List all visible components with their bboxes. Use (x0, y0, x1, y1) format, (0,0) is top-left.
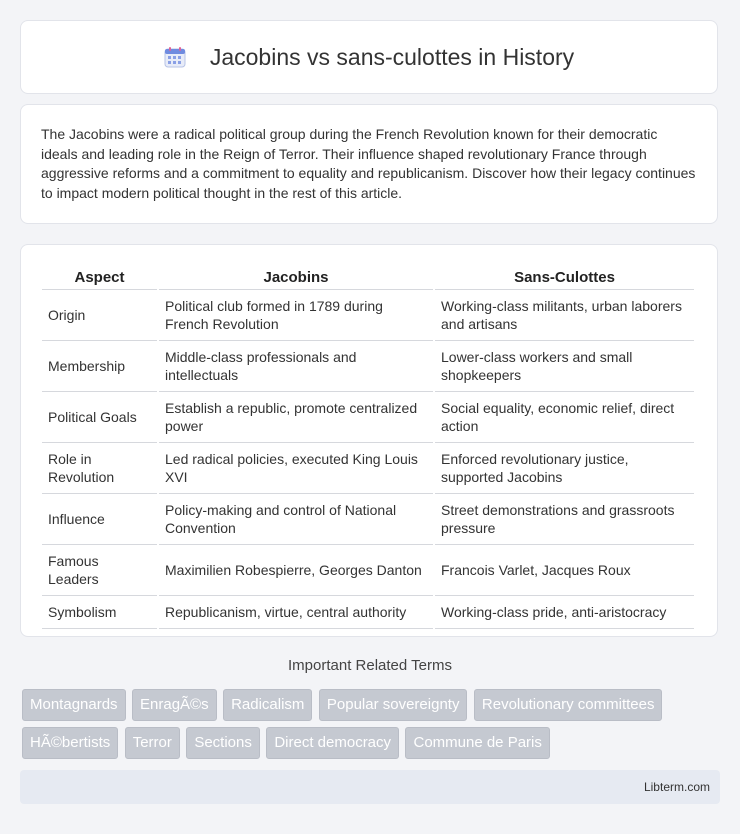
term-tag[interactable]: EnragÃ©s (132, 689, 217, 721)
column-header: Jacobins (159, 265, 433, 290)
table-cell: Influence (42, 494, 157, 545)
term-tag[interactable]: HÃ©bertists (22, 727, 118, 759)
term-tag[interactable]: Montagnards (22, 689, 126, 721)
column-header: Aspect (42, 265, 157, 290)
page-title: Jacobins vs sans-culottes in History (209, 43, 575, 70)
term-tag[interactable]: Radicalism (223, 689, 312, 721)
table-cell: Establish a republic, promote centralized power (159, 392, 433, 443)
table-cell: Lower-class workers and small shopkeepers (435, 341, 694, 392)
table-cell: Republicanism, virtue, central authority (159, 596, 433, 629)
table-row (42, 290, 694, 341)
table-cell: Working-class pride, anti-aristocracy (435, 596, 694, 629)
term-tag[interactable]: Revolutionary committees (474, 689, 663, 721)
term-tag[interactable]: Terror (125, 727, 180, 759)
table-cell: Francois Varlet, Jacques Roux (435, 545, 694, 596)
table-cell: Political club formed in 1789 during French Revolution (159, 290, 433, 341)
footer (20, 770, 720, 804)
column-header: Sans-Culottes (435, 265, 694, 290)
intro-text: The Jacobins were a radical political group during the French Revolution known for their democratic ideals and leading role in the Reign of Terror. Their influence shaped revolutionary France through aggressive reforms and a commitment to equality and republicanism. Discover how their legacy continues to impact modern political thought in the rest of this article. (41, 126, 696, 201)
table-cell: Street demonstrations and grassroots pressure (435, 494, 694, 545)
table-cell: Membership (42, 341, 157, 392)
table-cell: Led radical policies, executed King Louis XVI (159, 443, 433, 494)
table-cell: Political Goals (42, 392, 157, 443)
table-cell: Famous Leaders (42, 545, 157, 596)
calendar-icon (164, 46, 186, 68)
table-cell: Enforced revolutionary justice, supported Jacobins (435, 443, 694, 494)
table-cell: Policy-making and control of National Convention (159, 494, 433, 545)
table-row (42, 545, 694, 596)
table-row (42, 443, 694, 494)
table-cell: Middle-class professionals and intellectuals (159, 341, 433, 392)
term-tag[interactable]: Direct democracy (266, 727, 399, 759)
comparison-card (20, 244, 718, 637)
table-cell: Maximilien Robespierre, Georges Danton (159, 545, 433, 596)
table-cell: Symbolism (42, 596, 157, 629)
term-tag[interactable]: Popular sovereignty (319, 689, 468, 721)
table-cell: Role in Revolution (42, 443, 157, 494)
header-card (20, 20, 718, 94)
intro-card (20, 104, 718, 224)
table-row (42, 392, 694, 443)
table-cell: Working-class militants, urban laborers and artisans (435, 290, 694, 341)
table-header-row (42, 265, 694, 290)
table-cell: Origin (42, 290, 157, 341)
related-terms-title: Important Related Terms (288, 657, 452, 674)
comparison-table (40, 265, 696, 629)
table-row (42, 596, 694, 629)
footer-site-link[interactable]: Libterm.com (643, 780, 710, 794)
table-row (42, 494, 694, 545)
term-tag[interactable]: Commune de Paris (405, 727, 549, 759)
term-tag[interactable]: Sections (186, 727, 260, 759)
table-cell: Social equality, economic relief, direct action (435, 392, 694, 443)
table-row (42, 341, 694, 392)
related-terms-list (22, 689, 722, 765)
